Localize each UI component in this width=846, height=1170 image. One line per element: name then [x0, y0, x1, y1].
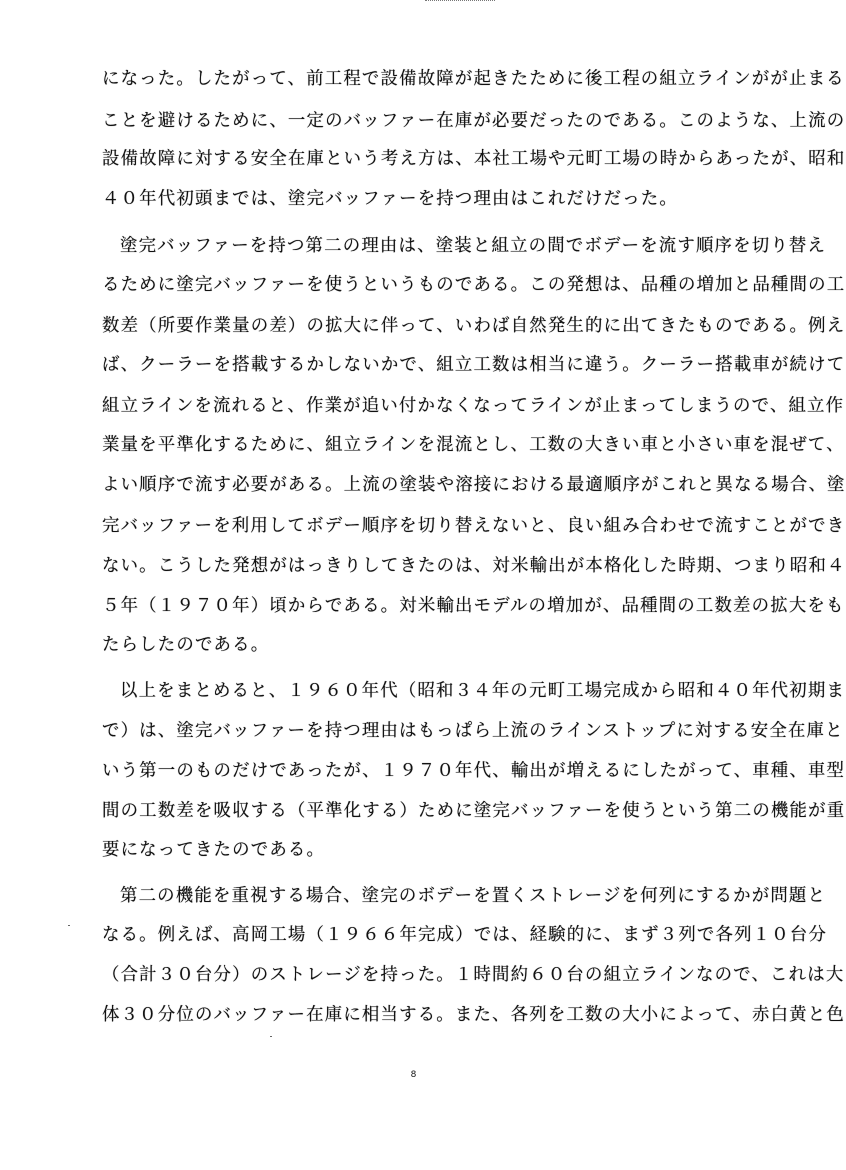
text-line: 体３０分位のバッファー在庫に相当する。また、各列を工数の大小によって、赤白黄と色 — [102, 1005, 845, 1025]
text-line: るために塗完バッファーを使うというものである。この発想は、品種の増加と品種間の工 — [102, 275, 846, 295]
text-line: よい順序で流す必要がある。上流の塗装や溶接における最適順序がこれと異なる場合、塗 — [102, 475, 846, 495]
text-line: 数差（所要作業量の差）の拡大に伴って、いわば自然発生的に出てきたものである。例え — [102, 316, 846, 336]
text-line: 間の工数差を吸収する（平準化する）ために塗完バッファーを使うという第二の機能が重 — [102, 801, 846, 821]
text-line: （合計３０台分）のストレージを持った。１時間約６０台の組立ラインなので、これは大 — [102, 965, 845, 985]
text-line: 完バッファーを利用してボデー順序を切り替えないと、良い組み合わせで流すことができ — [102, 516, 846, 536]
scan-speck — [68, 925, 70, 926]
text-line: になった。したがって、前工程で設備故障が起きたために後工程の組立ラインがが止まる — [102, 69, 845, 89]
text-line: なる。例えば、高岡工場（１９６６年完成）では、経験的に、まず３列で各列１０台分 — [102, 925, 828, 945]
text-line: 設備故障に対する安全在庫という考え方は、本社工場や元町工場の時からあったが、昭和 — [102, 149, 846, 169]
text-line: 要になってきたのである。 — [102, 840, 326, 860]
text-line: たらしたのである。 — [102, 635, 270, 655]
paragraph-start-line: 塗完バッファーを持つ第二の理由は、塗装と組立の間でボデーを流す順序を切り替え — [120, 236, 827, 256]
text-line: 業量を平準化するために、組立ラインを混流とし、工数の大きい車と小さい車を混ぜて、 — [102, 435, 845, 455]
page-number: 8 — [410, 1070, 417, 1080]
text-line: いう第一のものだけであったが、１９７０年代、輸出が増えるにしたがって、車種、車型 — [102, 761, 846, 781]
text-line: ５年（１９７０年）頃からである。対米輸出モデルの増加が、品種間の工数差の拡大をも — [102, 596, 845, 616]
text-line: ４０年代初頭までは、塗完バッファーを持つ理由はこれだけだった。 — [102, 189, 678, 209]
text-line: で）は、塗完バッファーを持つ理由はもっぱら上流のラインストップに対する安全在庫と — [102, 721, 844, 741]
text-line: ば、クーラーを搭載するかしないかで、組立工数は相当に違う。クーラー搭載車が続けて — [102, 355, 846, 375]
paragraph-start-line: 第二の機能を重視する場合、塗完のボデーを置くストレージを何列にするかが問題と — [120, 886, 827, 906]
text-line: 組立ラインを流れると、作業が追い付かなくなってラインが止まってしまうので、組立作 — [102, 396, 845, 416]
paragraph-start-line: 以上をまとめると、１９６０年代（昭和３４年の元町工場完成から昭和４０年代初期ま — [120, 681, 846, 701]
text-line: ない。こうした発想がはっきりしてきたのは、対米輸出が本格化した時期、つまり昭和４ — [102, 556, 846, 576]
scan-speck — [270, 1036, 272, 1037]
scan-mark — [425, 0, 495, 5]
text-line: ことを避けるために、一定のバッファー在庫が必要だったのである。このような、上流の — [102, 111, 846, 131]
